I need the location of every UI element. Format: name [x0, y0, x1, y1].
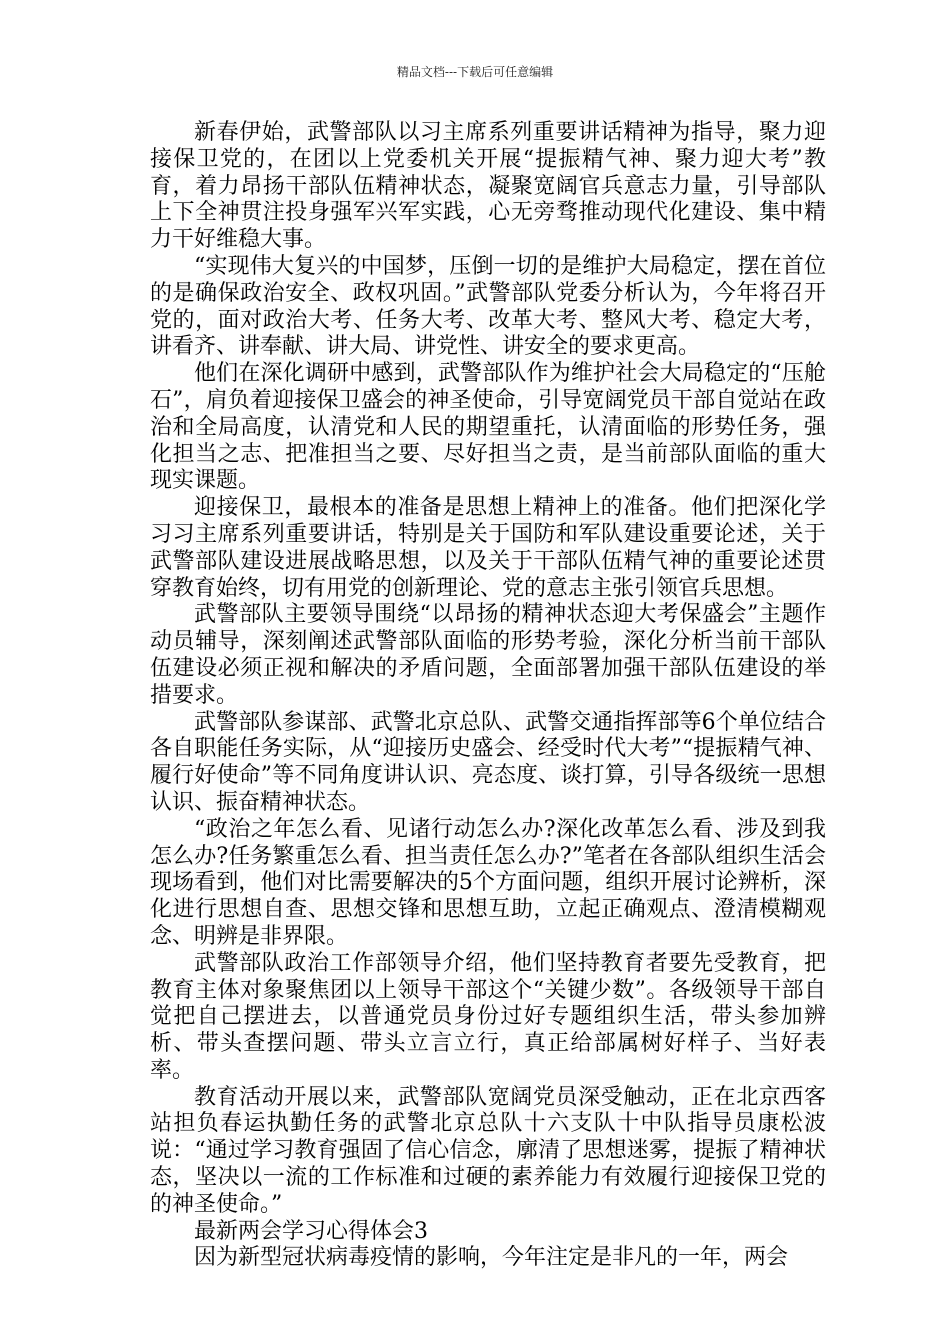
- paragraph: 新春伊始，武警部队以习主席系列重要讲话精神为指导，聚力迎接保卫党的，在团以上党委机关开展“提振精气神、聚力迎大考”教育，着力昂扬干部队伍精神状态，凝聚宽阔官兵意志力量，引导部队上下全神贯注投身强军兴军实践，心无旁骛推动现代化建设、集中精力干好维稳大事。: [150, 120, 826, 253]
- paragraph: 武警部队参谋部、武警北京总队、武警交通指挥部等6个单位结合各自职能任务实际，从“迎接历史盛会、经受时代大考”“提振精气神、履行好使命”等不同角度讲认识、亮态度、谈打算，引导各级统一思想认识、振奋精神状态。: [150, 709, 826, 815]
- page-header: 精品文档---下载后可任意编辑: [396, 65, 554, 79]
- paragraph: 武警部队政治工作部领导介绍，他们坚持教育者要先受教育，把教育主体对象聚焦团以上领导干部这个“关键少数”。各级领导干部自觉把自己摆进去，以普通党员身份过好专题组织生活，带头参加辨析、带头查摆问题、带头立言立行，真正给部属树好样子、当好表率。: [150, 950, 826, 1083]
- paragraph: 他们在深化调研中感到，武警部队作为维护社会大局稳定的“压舱石”，肩负着迎接保卫盛会的神圣使命，引导宽阔党员干部自觉站在政治和全局高度，认清党和人民的期望重托，认清面临的形势任务，强化担当之志、把准担当之要、尽好担当之责，是当前部队面临的重大现实课题。: [150, 361, 826, 494]
- paragraph: “政治之年怎么看、见诸行动怎么办?深化改革怎么看、涉及到我怎么办?任务繁重怎么看、担当责任怎么办?”笔者在各部队组织生活会现场看到，他们对比需要解决的5个方面问题，组织开展讨论辨析，深化进行思想自查、思想交锋和思想互助，立起正确观点、澄清模糊观念、明辨是非界限。: [150, 816, 826, 949]
- paragraph: 迎接保卫，最根本的准备是思想上精神上的准备。他们把深化学习习主席系列重要讲话，特别是关于国防和军队建设重要论述，关于武警部队建设进展战略思想，以及关于干部队伍精气神的重要论述贯穿教育始终，切有用党的创新理论、党的意志主张引领官兵思想。: [150, 495, 826, 601]
- paragraph: 武警部队主要领导围绕“以昂扬的精神状态迎大考保盛会”主题作动员辅导，深刻阐述武警部队面临的形势考验，深化分析当前干部队伍建设必须正视和解决的矛盾问题，全面部署加强干部队伍建设的举措要求。: [150, 602, 826, 708]
- paragraph: “实现伟大复兴的中国梦，压倒一切的是维护大局稳定，摆在首位的是确保政治安全、政权巩固。”武警部队党委分析认为，今年将召开党的，面对政治大考、任务大考、改革大考、整风大考、稳定大考，讲看齐、讲奉献、讲大局、讲党性、讲安全的要求更高。: [150, 253, 826, 360]
- document-body: [150, 120, 826, 1272]
- section-heading: 最新两会学习心得体会3: [194, 1218, 428, 1244]
- closing-paragraph: 因为新型冠状病毒疫情的影响，今年注定是非凡的一年，两会: [194, 1245, 789, 1271]
- paragraph: 教育活动开展以来，武警部队宽阔党员深受触动，正在北京西客站担负春运执勤任务的武警北京总队十六支队十中队指导员康松波说：“通过学习教育强固了信心信念，廓清了思想迷雾，提振了精神状态，坚决以一流的工作标准和过硬的素养能力有效履行迎接保卫党的的神圣使命。”: [150, 1084, 826, 1217]
